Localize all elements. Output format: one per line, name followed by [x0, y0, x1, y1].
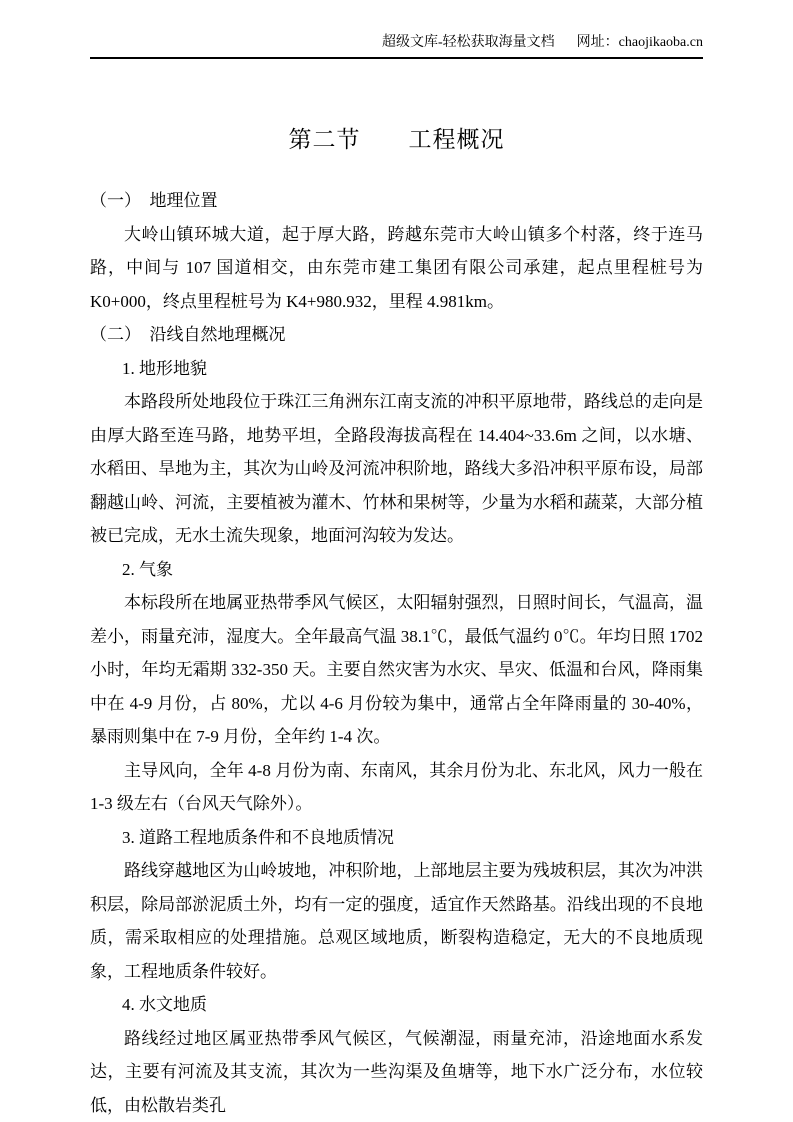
paragraph-hydrogeology: 路线经过地区属亚热带季风气候区，气候潮湿，雨量充沛，沿途地面水系发达，主要有河流及其支流，其次为一些沟渠及鱼塘等，地下水广泛分布，水位较低，由松散岩类孔	[90, 1028, 703, 1115]
header-url: chaojikaoba.cn	[618, 35, 703, 50]
sub-heading-terrain: 1. 地形地貌	[122, 358, 207, 378]
paragraph-terrain: 本路段所处地段位于珠江三角洲东江南支流的冲积平原地带，路线总的走向是由厚大路至连马路，地势平坦，全路段海拔高程在 14.404~33.6m 之间，以水塘、水稻田、旱地为主，其次为山岭及河流冲积阶地，路线大多沿冲积平原布设，局部翻越山岭、河流，主要植被为灌木、竹林和果树等，少量为水稻和蔬菜，大部分植被已完成，无水土流失现象，地面河沟较为发达。	[90, 392, 703, 545]
paragraph-wind: 主导风向，全年 4-8 月份为南、东南风，其余月份为北、东北风，风力一般在 1-3 级左右（台风天气除外）。	[90, 760, 703, 813]
paragraph-climate: 本标段所在地属亚热带季风气候区，太阳辐射强烈，日照时间长，气温高，温差小，雨量充沛，湿度大。全年最高气温 38.1℃，最低气温约 0℃。年均日照 1702 小时，年均无霜期 332-350 天。主要自然灾害为水灾、旱灾、低温和台风，降雨集中在 4-9 月份，占 80%，尤以 4-6 月份较为集中，通常占全年降雨量的 30-40%，暴雨则集中在 7-9 月份，全年约 1-4 次。	[90, 593, 703, 746]
sub-heading-hydrogeology: 4. 水文地质	[122, 995, 207, 1014]
section-heading-natural-geography: （二） 沿线自然地理概况	[90, 325, 286, 344]
section-heading-geographic-location: （一） 地理位置	[90, 191, 218, 210]
header-url-label: 网址：	[576, 35, 619, 50]
document-header	[90, 33, 703, 53]
page-title: 第二节 工程概况	[288, 127, 505, 152]
paragraph-geology: 路线穿越地区为山岭坡地，冲积阶地，上部地层主要为残坡积层，其次为冲洪积层，除局部淤泥质土外，均有一定的强度，适宜作天然路基。沿线出现的不良地质，需采取相应的处理措施。总观区域地质，断裂构造稳定，无大的不良地质现象，工程地质条件较好。	[90, 861, 703, 981]
paragraph-geographic-location: 大岭山镇环城大道，起于厚大路，跨越东莞市大岭山镇多个村落，终于连马路，中间与 107 国道相交，由东莞市建工集团有限公司承建，起点里程桩号为 K0+000，终点里程桩号为 K4+980.932，里程 4.981km。	[90, 224, 703, 311]
sub-heading-climate: 2. 气象	[122, 559, 173, 579]
document-body	[90, 184, 703, 1122]
header-rule	[90, 57, 703, 59]
header-site-label: 超级文库-轻松获取海量文档	[381, 35, 555, 50]
sub-heading-geology: 3. 道路工程地质条件和不良地质情况	[122, 827, 394, 847]
